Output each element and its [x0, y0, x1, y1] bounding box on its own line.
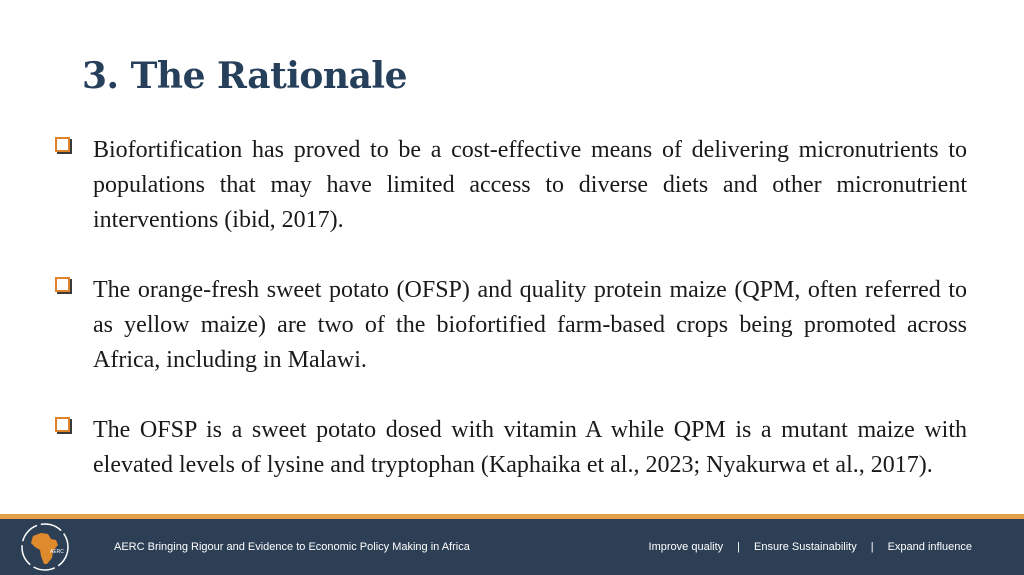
bullet-item	[55, 133, 967, 238]
logo-text: AERC	[50, 549, 64, 555]
footer-link-ensure-sustainability[interactable]: Ensure Sustainability	[754, 541, 857, 553]
bullet-text: Biofortification has proved to be a cost-effective means of delivering micronutrients to populations that may have limited access to diverse diets and other micronutrient interventions (ibid, 2017).	[93, 137, 967, 233]
footer-separator: |	[870, 541, 874, 553]
footer-link-expand-influence[interactable]: Expand influence	[887, 541, 972, 553]
footer-tagline: AERC Bringing Rigour and Evidence to Economic Policy Making in Africa	[114, 541, 470, 553]
aerc-logo	[20, 522, 70, 572]
checkbox-icon	[55, 417, 70, 432]
checkbox-icon	[55, 137, 70, 152]
footer-separator: |	[737, 541, 740, 553]
bullet-text: The OFSP is a sweet potato dosed with vitamin A while QPM is a mutant maize with elevated levels of lysine and tryptophan (Kaphaika et al., 2023; Nyakurwa et al., 2017).	[93, 417, 967, 478]
checkbox-icon	[55, 277, 70, 292]
bullet-list	[55, 133, 967, 483]
bullet-item	[55, 273, 967, 378]
footer-bar	[0, 519, 1024, 575]
slide-title: 3. The Rationale	[82, 55, 407, 97]
bullet-item	[55, 413, 967, 483]
footer-links	[649, 541, 972, 554]
footer-link-improve-quality[interactable]: Improve quality	[648, 541, 724, 553]
bullet-text: The orange-fresh sweet potato (OFSP) and quality protein maize (QPM, often referred to as yellow maize) are two of the biofortified farm-based crops being promoted across Africa, including in Malawi.	[93, 277, 967, 373]
